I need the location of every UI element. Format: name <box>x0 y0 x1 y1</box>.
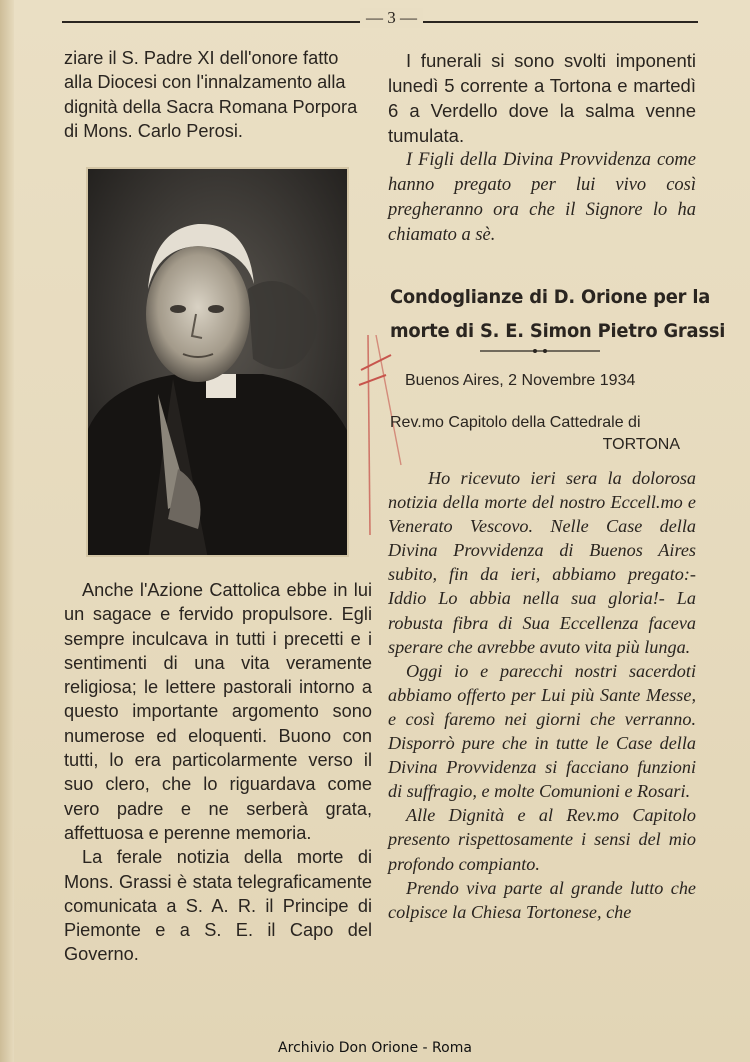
article-heading <box>390 280 726 348</box>
portrait-photo <box>86 167 349 557</box>
paragraph: Alle Dignità e al Rev.mo Capitolo presento rispettosamente i sensi del mio profondo compianto. <box>388 805 696 874</box>
letter-body <box>388 466 696 924</box>
paragraph: Oggi io e parecchi nostri sacerdoti abbiamo offerto per Lui più Sante Messe, e così faremo nei giorni che verranno. Disporrò pure che in tutte le Case della Divina Provvidenza si facciano funzioni di suffragio, e molte Comunioni e Rosari. <box>388 660 696 802</box>
addressee-city: TORTONA <box>602 436 680 453</box>
paragraph: La ferale notizia della morte di Mons. Grassi è stata telegraficamente comunicata a S. A. R. il Principe di Piemonte e a S. E. il Capo del Governo. <box>64 847 372 965</box>
paragraph: Anche l'Azione Cattolica ebbe in lui un sagace e fervido propulsore. Egli sempre inculcava in tutti i precetti e i sentimenti di una vita veramente religiosa; le lettere pastorali intorno a questo importante argomento sono numerose ed eloquenti. Buono con tutti, lo era particolarmente verso il suo clero, che lo riguardava come vero padre e ne serberà grata, affettuosa e perenne memoria. <box>64 580 372 843</box>
letter-date <box>405 369 695 393</box>
paragraph: I funerali si sono svolti imponenti lunedì 5 corrente a Tortona e martedì 6 a Verdello dove la salma venne tumulata. <box>388 50 696 146</box>
left-column-bottom <box>64 578 372 967</box>
text-line: alla Diocesi con l'innalzamento alla <box>64 72 346 93</box>
paragraph: Ho ricevuto ieri sera la dolorosa notizia della morte del nostro Eccell.mo e Venerato Vescovo. Nelle Case della Divina Provvidenza di Buenos Aires subito, fin da ieri, abbiamo pregato:- Iddio Lo abbia nella sua gloria!- La robusta fibra di Sua Eccellenza faceva sperare che avrebbe avuto vita più lunga. <box>388 468 696 657</box>
text-line: dignità della Sacra Romana Porpora <box>64 96 358 117</box>
heading-line: Condoglianze di D. Orione per la <box>390 286 711 308</box>
text-line: di Mons. Carlo Perosi. <box>64 120 243 141</box>
left-column-top <box>64 46 372 143</box>
ornament-divider <box>480 349 600 353</box>
heading-line: morte di S. E. Simon Pietro Grassi <box>390 320 726 342</box>
paragraph: Prendo viva parte al grande lutto che colpisce la Chiesa Tortonese, che <box>388 877 696 922</box>
paragraph: I Figli della Divina Provvidenza come hanno pregato per lui vivo così pregheranno ora che il Signore lo ha chiamato a sè. <box>388 150 696 245</box>
portrait-image <box>88 169 349 557</box>
archive-footer: Archivio Don Orione - Roma <box>278 1040 472 1056</box>
place-date: Buenos Aires, 2 Novembre 1934 <box>405 372 636 389</box>
right-column-top <box>388 48 696 248</box>
addressee: Rev.mo Capitolo della Cattedrale di <box>390 414 641 431</box>
letter-address <box>390 411 680 457</box>
text-line: ziare il S. Padre XI dell'onore fatto <box>64 48 339 68</box>
page-number: — 3 — <box>360 8 423 28</box>
